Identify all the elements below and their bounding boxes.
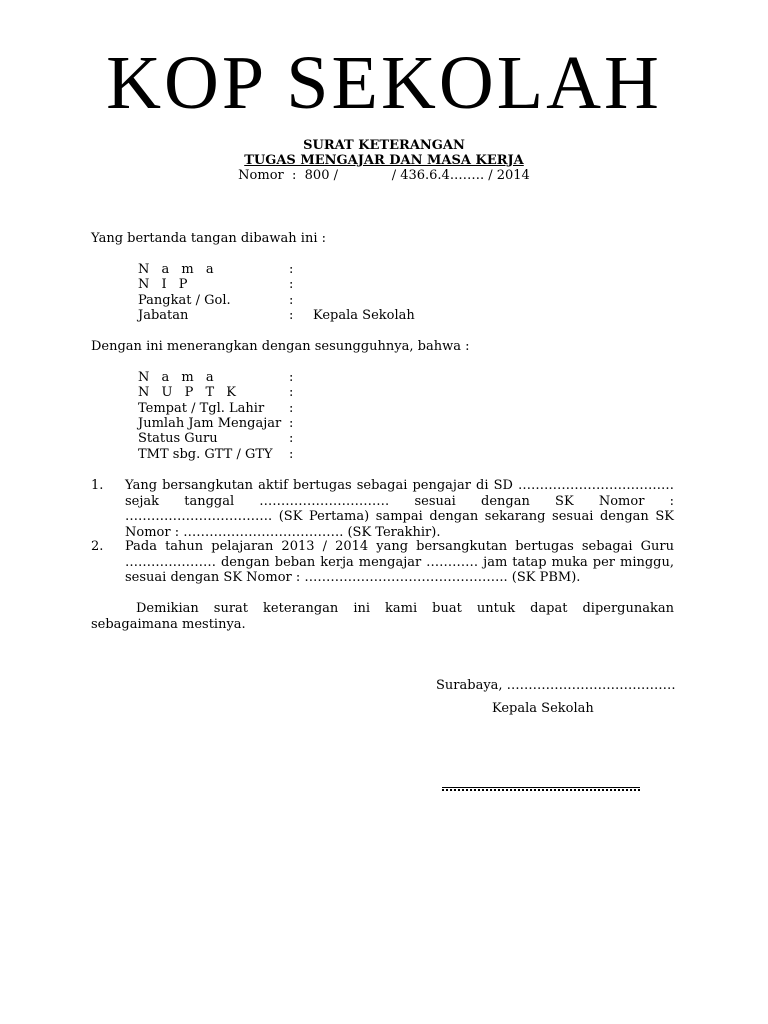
- point-text: Pada tahun pelajaran 2013 / 2014 yang bersangkutan bertugas sebagai Guru ………………… dengan beban kerja mengajar ………… jam tatap muka per minggu, sesuai dengan SK Nomor : ……………………………………….. (SK PBM).: [125, 539, 674, 585]
- document-title: SURAT KETERANGAN: [303, 138, 465, 153]
- field-colon: :: [289, 370, 294, 385]
- document-title-block: [0, 138, 768, 183]
- point-text: Yang bersangkutan aktif bertugas sebagai pengajar di SD ……………………………… sejak tanggal ………………………… sesuai dengan SK Nomor : ……………………………. (SK Pertama) sampai dengan sekarang sesuai dengan SK Nomor : ………………………………. (SK Terakhir).: [125, 478, 674, 540]
- statement-text: Dengan ini menerangkan dengan sesungguhnya, bahwa :: [91, 339, 470, 354]
- field-label: N a m a: [138, 370, 218, 385]
- document-subtitle: TUGAS MENGAJAR DAN MASA KERJA: [244, 153, 524, 168]
- field-colon: :: [289, 385, 294, 400]
- field-label: Jumlah Jam Mengajar: [138, 416, 282, 431]
- field-colon: :: [289, 262, 294, 277]
- field-label: N U P T K: [138, 385, 240, 400]
- field-colon: :: [289, 416, 294, 431]
- point-number: 2.: [91, 539, 104, 554]
- field-colon: :: [289, 447, 294, 462]
- document-number: Nomor : 800 / / 436.6.4.……. / 2014: [238, 168, 530, 183]
- field-colon: :: [289, 293, 294, 308]
- field-label: Status Guru: [138, 431, 218, 446]
- letterhead-title: KOP SEKOLAH: [106, 41, 662, 125]
- signature-place-date: Surabaya, …………………………………: [436, 678, 676, 693]
- field-label: N a m a: [138, 262, 218, 277]
- field-label: N I P: [138, 277, 192, 292]
- signature-position: Kepala Sekolah: [492, 701, 594, 716]
- point-number: 1.: [91, 478, 104, 493]
- field-colon: :: [289, 308, 294, 323]
- field-colon: :: [289, 401, 294, 416]
- field-label: Jabatan: [138, 308, 189, 323]
- field-colon: :: [289, 431, 294, 446]
- closing-paragraph: Demikian surat keterangan ini kami buat untuk dapat dipergunakan sebagaimana mestinya.: [91, 601, 674, 632]
- intro-text: Yang bertanda tangan dibawah ini :: [91, 231, 326, 246]
- field-label: Pangkat / Gol.: [138, 293, 231, 308]
- field-label: Tempat / Tgl. Lahir: [138, 401, 265, 416]
- signature-underline: [442, 786, 640, 788]
- field-value: Kepala Sekolah: [313, 308, 415, 323]
- field-label: TMT sbg. GTT / GTY: [138, 447, 273, 462]
- field-colon: :: [289, 277, 294, 292]
